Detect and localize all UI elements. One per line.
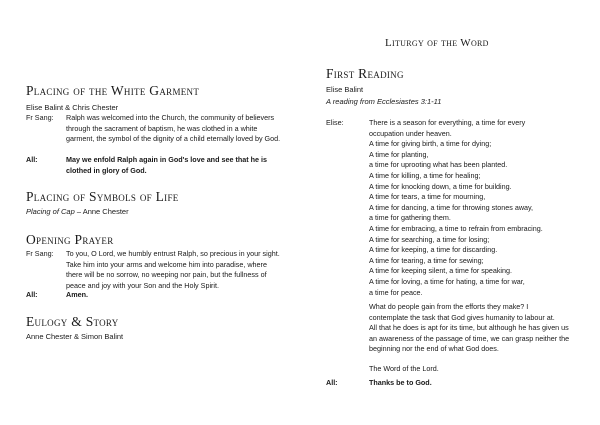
verse-line: A time for dancing, a time for throwing stones away, [369,202,534,212]
all-response: Amen. [66,290,88,299]
symbols-of-life-heading: Placing of Symbols of Life [26,189,179,204]
closing-line: The Word of the Lord. [369,364,439,373]
speaker-label: All: [26,155,38,164]
right-page [300,0,600,425]
white-garment-byline: Elise Balint & Chris Chester [26,103,119,112]
speaker-label: Elise: [326,118,344,127]
reading-source: A reading from Ecclesiastes 3:1-11 [326,97,442,106]
white-garment-fr-sang-row [26,113,286,157]
eulogy-byline: Anne Chester & Simon Balint [26,332,124,341]
all-response: May we enfold Ralph again in God's love and see that he is clothed in glory of God. [66,155,268,175]
opening-prayer-fr-sang-row [26,249,286,293]
reflection-line: an awareness of the passage of time, we can grasp neither the [369,333,570,343]
verse-text [369,118,594,298]
reflection-line: What do people gain from the efforts they make? I [369,302,529,311]
speaker-label: Fr Sang: [26,113,54,122]
verse-line: A time for giving birth, a time for dying; [369,139,492,149]
white-garment-heading: Placing of the White Garment [26,83,200,98]
symbols-item-italic: Placing of Cap [26,207,75,216]
page-header: Liturgy of the Word [385,37,489,49]
verse-line: A time for planting, [369,149,429,159]
verse-line: A time for tears, a time for mourning, [369,192,486,202]
verse-line: A time for tearing, a time for sewing; [369,255,484,265]
verse-line: A time for keeping, a time for discarding. [369,245,498,255]
eulogy-heading: Eulogy & Story [26,314,119,329]
verse-line: A time for embracing, a time to refrain from embracing. [369,223,543,233]
symbols-item-rest: – Anne Chester [74,207,129,216]
verse-line: There is a season for everything, a time for every [369,118,526,127]
symbols-of-life-item [26,207,129,216]
verse-line: A time for killing, a time for healing; [369,170,481,180]
all-response: Thanks be to God. [369,378,432,387]
verse-line: occupation under heaven. [369,128,452,138]
fr-sang-text: To you, O Lord, we humbly entrust Ralph, so precious in your sight. Take him into your arms and welcome him into paradise, where there will be no sorrow, no weeping nor pain, but the fullness of peace and joy with your Son and the Holy Spirit. [66,249,280,290]
speaker-label: All: [26,290,38,299]
verse-line: a time for peace. [369,287,423,297]
speaker-label: Fr Sang: [26,249,54,258]
reflection-line: contemplate the task that God gives humanity to labour at. [369,312,555,322]
verse-line: a time for uprooting what has been planted. [369,160,508,170]
verse-line: a time for gathering them. [369,213,451,223]
white-garment-all-row [26,155,286,177]
verse-line: A time for knocking down, a time for building. [369,181,512,191]
opening-prayer-heading: Opening Prayer [26,232,114,247]
speaker-label: All: [326,378,338,387]
verse-line: A time for keeping silent, a time for speaking. [369,266,513,276]
elise-verse-row [326,118,596,298]
opening-prayer-all-row [26,290,286,302]
verse-line: A time for loving, a time for hating, a time for war, [369,276,525,286]
first-reading-heading: First Reading [326,66,404,81]
reading-all-row [326,378,596,389]
fr-sang-text: Ralph was welcomed into the Church, the community of believers through the sacrament of baptism, he was clothed in a white garment, the symbol of the dignity of a child eternally loved by God. [66,113,281,144]
verse-line: A time for searching, a time for losing; [369,234,490,244]
reader-name: Elise Balint [326,85,364,94]
reflection-line: All that he does is apt for its time, but although he has given us [369,323,569,333]
reflection-line: beginning nor the end of what God does. [369,344,499,354]
reflection-text [369,302,597,356]
